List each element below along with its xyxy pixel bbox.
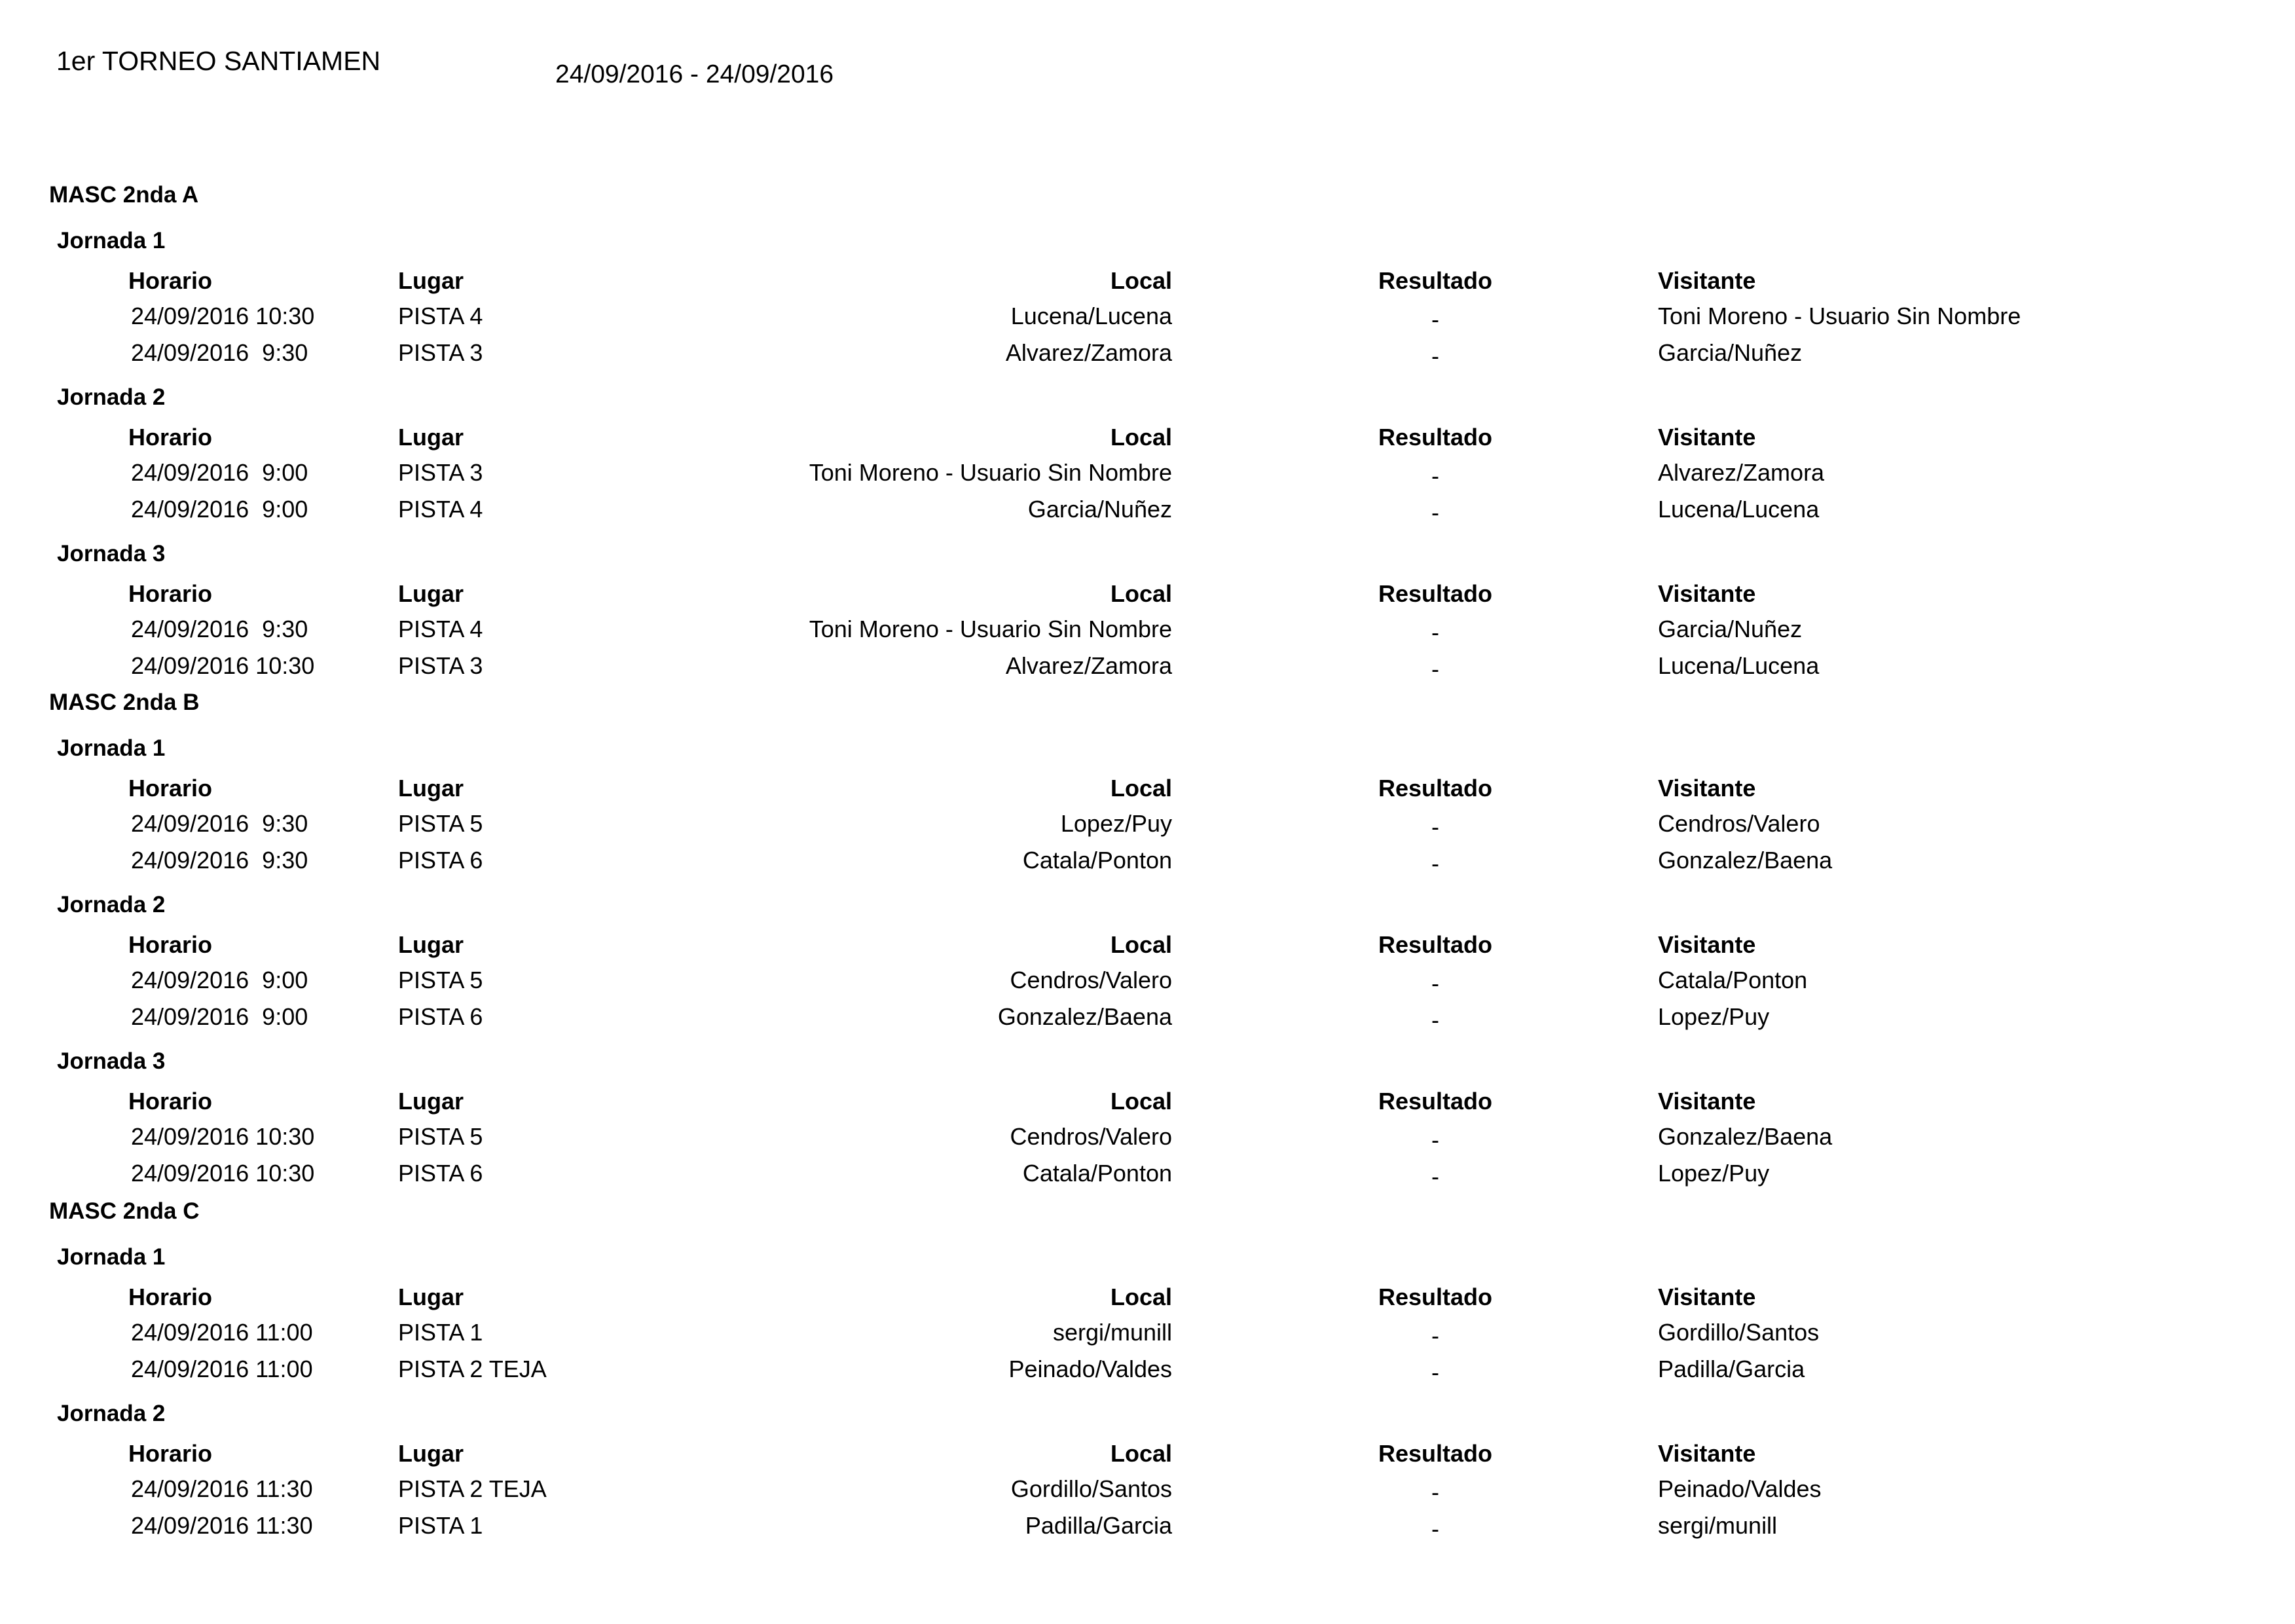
cell-resultado: - — [1431, 306, 1439, 333]
column-header-visitante: Visitante — [1658, 267, 1756, 294]
column-header-local: Local — [1110, 1440, 1172, 1467]
column-header-horario: Horario — [128, 1283, 213, 1310]
column-header-lugar: Lugar — [398, 1440, 464, 1467]
table-header — [0, 1283, 2295, 1314]
table-row — [0, 1160, 2295, 1190]
document-title: 1er TORNEO SANTIAMEN — [56, 46, 381, 76]
cell-horario: 24/09/2016 10:30 — [131, 1160, 315, 1187]
cell-resultado: - — [1431, 655, 1439, 682]
table-row — [0, 652, 2295, 682]
table-row — [0, 1123, 2295, 1153]
column-header-local: Local — [1110, 931, 1172, 958]
table-header — [0, 267, 2295, 297]
table-row — [0, 810, 2295, 840]
cell-local: Cendros/Valero — [1010, 1123, 1172, 1150]
cell-visitante: Catala/Ponton — [1658, 967, 1808, 993]
jornada-title: Jornada 2 — [57, 1401, 166, 1426]
cell-lugar: PISTA 5 — [398, 1123, 483, 1150]
cell-resultado: - — [1431, 1515, 1439, 1542]
cell-resultado: - — [1431, 1322, 1439, 1349]
column-header-local: Local — [1110, 267, 1172, 294]
cell-visitante: Gordillo/Santos — [1658, 1319, 1820, 1346]
column-header-resultado: Resultado — [1378, 424, 1493, 451]
column-header-horario: Horario — [128, 775, 213, 802]
cell-visitante: Alvarez/Zamora — [1658, 459, 1825, 486]
cell-local: Toni Moreno - Usuario Sin Nombre — [809, 459, 1172, 486]
cell-lugar: PISTA 1 — [398, 1512, 483, 1539]
table-header — [0, 580, 2295, 610]
jornada-title: Jornada 1 — [57, 1244, 166, 1270]
table-row — [0, 496, 2295, 526]
table-row — [0, 1512, 2295, 1542]
cell-lugar: PISTA 2 TEJA — [398, 1356, 547, 1382]
column-header-visitante: Visitante — [1658, 424, 1756, 451]
cell-visitante: Padilla/Garcia — [1658, 1356, 1805, 1382]
cell-local: Lopez/Puy — [1060, 810, 1172, 837]
column-header-lugar: Lugar — [398, 424, 464, 451]
table-row — [0, 847, 2295, 877]
column-header-horario: Horario — [128, 424, 213, 451]
column-header-lugar: Lugar — [398, 931, 464, 958]
cell-local: Catala/Ponton — [1022, 1160, 1172, 1187]
column-header-horario: Horario — [128, 267, 213, 294]
table-row — [0, 303, 2295, 333]
column-header-local: Local — [1110, 1283, 1172, 1310]
column-header-resultado: Resultado — [1378, 775, 1493, 802]
cell-lugar: PISTA 4 — [398, 303, 483, 329]
column-header-horario: Horario — [128, 1088, 213, 1115]
cell-local: Padilla/Garcia — [1025, 1512, 1172, 1539]
cell-resultado: - — [1431, 1006, 1439, 1033]
cell-visitante: Garcia/Nuñez — [1658, 339, 1803, 366]
cell-horario: 24/09/2016 10:30 — [131, 1123, 315, 1150]
cell-local: Alvarez/Zamora — [1005, 652, 1172, 679]
column-header-horario: Horario — [128, 1440, 213, 1467]
cell-local: Gonzalez/Baena — [997, 1003, 1172, 1030]
cell-lugar: PISTA 2 TEJA — [398, 1475, 547, 1502]
date-range: 24/09/2016 - 24/09/2016 — [555, 60, 834, 88]
cell-horario: 24/09/2016 11:30 — [131, 1512, 313, 1539]
column-header-resultado: Resultado — [1378, 1440, 1493, 1467]
cell-horario: 24/09/2016 9:00 — [131, 496, 308, 523]
column-header-lugar: Lugar — [398, 1088, 464, 1115]
cell-resultado: - — [1431, 1359, 1439, 1386]
cell-local: Toni Moreno - Usuario Sin Nombre — [809, 616, 1172, 642]
table-row — [0, 1003, 2295, 1033]
cell-resultado: - — [1431, 970, 1439, 997]
table-row — [0, 1475, 2295, 1505]
cell-lugar: PISTA 3 — [398, 339, 483, 366]
column-header-local: Local — [1110, 775, 1172, 802]
column-header-resultado: Resultado — [1378, 267, 1493, 294]
column-header-resultado: Resultado — [1378, 1283, 1493, 1310]
cell-horario: 24/09/2016 9:30 — [131, 339, 308, 366]
column-header-visitante: Visitante — [1658, 580, 1756, 607]
cell-visitante: sergi/munill — [1658, 1512, 1778, 1539]
cell-local: Peinado/Valdes — [1008, 1356, 1172, 1382]
cell-lugar: PISTA 4 — [398, 496, 483, 523]
cell-horario: 24/09/2016 10:30 — [131, 652, 315, 679]
column-header-resultado: Resultado — [1378, 1088, 1493, 1115]
cell-lugar: PISTA 1 — [398, 1319, 483, 1346]
column-header-lugar: Lugar — [398, 267, 464, 294]
cell-visitante: Toni Moreno - Usuario Sin Nombre — [1658, 303, 2021, 329]
jornada-title: Jornada 3 — [57, 1048, 166, 1074]
cell-resultado: - — [1431, 813, 1439, 840]
column-header-lugar: Lugar — [398, 1283, 464, 1310]
jornada-title: Jornada 1 — [57, 228, 166, 253]
table-header — [0, 931, 2295, 961]
column-header-local: Local — [1110, 424, 1172, 451]
cell-resultado: - — [1431, 1163, 1439, 1190]
category-title: MASC 2nda C — [49, 1198, 200, 1224]
cell-visitante: Gonzalez/Baena — [1658, 1123, 1833, 1150]
cell-lugar: PISTA 4 — [398, 616, 483, 642]
column-header-visitante: Visitante — [1658, 775, 1756, 802]
cell-horario: 24/09/2016 9:00 — [131, 1003, 308, 1030]
column-header-visitante: Visitante — [1658, 1283, 1756, 1310]
cell-local: Lucena/Lucena — [1010, 303, 1172, 329]
jornada-title: Jornada 3 — [57, 541, 166, 566]
cell-visitante: Lucena/Lucena — [1658, 496, 1820, 523]
cell-horario: 24/09/2016 9:30 — [131, 810, 308, 837]
cell-lugar: PISTA 3 — [398, 652, 483, 679]
table-header — [0, 775, 2295, 805]
cell-lugar: PISTA 5 — [398, 810, 483, 837]
cell-resultado: - — [1431, 462, 1439, 489]
cell-visitante: Peinado/Valdes — [1658, 1475, 1822, 1502]
column-header-resultado: Resultado — [1378, 931, 1493, 958]
category-title: MASC 2nda B — [49, 690, 200, 715]
cell-local: Garcia/Nuñez — [1027, 496, 1172, 523]
column-header-local: Local — [1110, 580, 1172, 607]
cell-horario: 24/09/2016 11:30 — [131, 1475, 313, 1502]
cell-resultado: - — [1431, 1126, 1439, 1153]
cell-lugar: PISTA 3 — [398, 459, 483, 486]
cell-lugar: PISTA 6 — [398, 1003, 483, 1030]
jornada-title: Jornada 2 — [57, 892, 166, 917]
cell-local: Catala/Ponton — [1022, 847, 1172, 874]
jornada-title: Jornada 1 — [57, 735, 166, 761]
cell-local: sergi/munill — [1052, 1319, 1172, 1346]
column-header-visitante: Visitante — [1658, 1440, 1756, 1467]
column-header-resultado: Resultado — [1378, 580, 1493, 607]
cell-local: Alvarez/Zamora — [1005, 339, 1172, 366]
cell-horario: 24/09/2016 11:00 — [131, 1319, 313, 1346]
cell-horario: 24/09/2016 9:00 — [131, 967, 308, 993]
column-header-local: Local — [1110, 1088, 1172, 1115]
cell-resultado: - — [1431, 850, 1439, 877]
column-header-lugar: Lugar — [398, 580, 464, 607]
column-header-horario: Horario — [128, 931, 213, 958]
cell-resultado: - — [1431, 499, 1439, 526]
table-row — [0, 967, 2295, 997]
column-header-visitante: Visitante — [1658, 931, 1756, 958]
table-row — [0, 459, 2295, 489]
table-header — [0, 1440, 2295, 1470]
cell-visitante: Lopez/Puy — [1658, 1003, 1770, 1030]
jornada-title: Jornada 2 — [57, 384, 166, 410]
cell-visitante: Lucena/Lucena — [1658, 652, 1820, 679]
cell-horario: 24/09/2016 10:30 — [131, 303, 315, 329]
cell-visitante: Gonzalez/Baena — [1658, 847, 1833, 874]
cell-resultado: - — [1431, 619, 1439, 646]
table-row — [0, 616, 2295, 646]
cell-visitante: Cendros/Valero — [1658, 810, 1820, 837]
cell-horario: 24/09/2016 9:00 — [131, 459, 308, 486]
table-row — [0, 1356, 2295, 1386]
table-header — [0, 424, 2295, 454]
cell-horario: 24/09/2016 9:30 — [131, 616, 308, 642]
column-header-lugar: Lugar — [398, 775, 464, 802]
cell-visitante: Lopez/Puy — [1658, 1160, 1770, 1187]
category-title: MASC 2nda A — [49, 182, 199, 208]
cell-resultado: - — [1431, 1479, 1439, 1505]
cell-lugar: PISTA 6 — [398, 1160, 483, 1187]
cell-visitante: Garcia/Nuñez — [1658, 616, 1803, 642]
column-header-horario: Horario — [128, 580, 213, 607]
cell-local: Cendros/Valero — [1010, 967, 1172, 993]
cell-lugar: PISTA 6 — [398, 847, 483, 874]
cell-horario: 24/09/2016 11:00 — [131, 1356, 313, 1382]
table-row — [0, 1319, 2295, 1349]
cell-horario: 24/09/2016 9:30 — [131, 847, 308, 874]
cell-resultado: - — [1431, 342, 1439, 369]
cell-local: Gordillo/Santos — [1010, 1475, 1172, 1502]
table-row — [0, 339, 2295, 369]
column-header-visitante: Visitante — [1658, 1088, 1756, 1115]
table-header — [0, 1088, 2295, 1118]
cell-lugar: PISTA 5 — [398, 967, 483, 993]
